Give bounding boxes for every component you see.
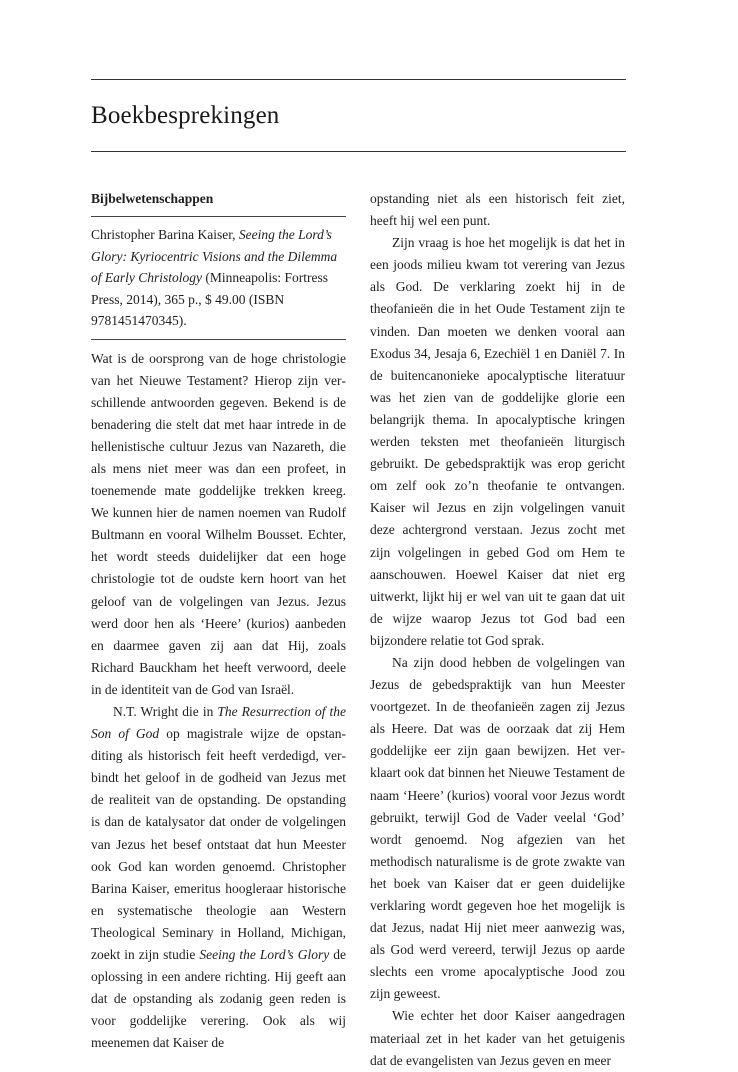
citation-bottom-rule: [91, 339, 346, 340]
right-paragraph-1: opstanding niet als een historisch feit ziet, heeft hij wel een punt.: [370, 191, 625, 229]
citation-book-title: Seeing the Lord’s Glory: Kyriocentric Visions and the Dilemma of Early Christology: [91, 227, 338, 285]
left-column: [91, 188, 346, 1055]
right-paragraph-2: Zijn vraag is hoe het mogelijk is dat het in een joods milieu kwam tot verering van Jezus als God. De verklaring zoekt hij in de theofanieën die in het Oude Testament zijn te vinden. Dan moeten we denken vooral aan Exodus 34, Jesaja 6, Ezechiël 1 en Daniël 7. In de buitencanonieke apocalyptische literatuur was het zien van de goddelijke glorie een belangrijk thema. In apocalyptische kringen werden teksten met theofanieën liturgisch gebruikt. De gebedspraktijk was erop gericht om zelf ook zo’n theofanie te ontvangen. Kaiser wil Jezus en zijn volgelingen vanuit deze achtergrond verstaan. Jezus zocht met zijn volgelingen in gebed God om Hem te aanschouwen. Hoewel Kaiser dat niet erg uitwerkt, lijkt hij er wel van uit te gaan dat uit de wijze waarop Jezus tot God bad een bijzondere relatie tot God sprak.: [370, 235, 625, 648]
left-paragraph-2-part-b: op magistrale wijze de opstanditing als historisch feit heeft verdedigd, verbindt het geloof in de godheid van Jezus met de realiteit van de opstanding. De opstanding is dan de katalysator dat onder de volgelingen van Jezus het besef ontstaat dat hun Meester ook God kan worden genoemd. Christopher Barina Kaiser, emeritus hoogleraar historische en systematische theologie aan Western Theological Seminary in Holland, Michigan, zoekt in zijn studie: [91, 726, 346, 963]
right-paragraph-3: Na zijn dood hebben de volgelingen van Jezus de gebedspraktijk van hun Meester voortgezet. In de theofanieën zagen zij Jezus als Heere. Dat was de oorzaak dat zij Hem goddelijke eer zijn gaan bewijzen. Het verklaart ook dat binnen het Nieuwe Testament de naam ‘Heere’ (kurios) vooral voor Jezus wordt gebruikt, terwijl God de Vader veelal ‘God’ wordt genoemd. Nog afgezien van het methodisch naturalisme is de grote zwakte van het boek van Kaiser dat er geen duidelijke verklaring wordt gegeven hoe het mogelijk is dat Jezus, nadat Hij niet meer aanwezig was, als God werd vereerd, terwijl Jezus op aarde slechts een vrome apocalyptische Jood zou zijn geweest.: [370, 654, 625, 1002]
right-column: [370, 188, 625, 1072]
right-paragraph-4: Wie echter het door Kaiser aangedragen materiaal zet in het kader van het getuigenis dat de evangelisten van Jezus geven en meer: [370, 1008, 625, 1068]
wright-book-title: The Resurrection of the Son of God: [91, 704, 346, 742]
header-bottom-rule: [91, 151, 626, 152]
left-paragraph-2-part-c: de oplossing in een andere richting. Hij geeft aan dat de opstanding als zodanig geen reden is voor goddelijke verering. Ook als wij meenemen dat Kaiser de: [91, 947, 347, 1051]
left-paragraph-2-part-a: N.T. Wright die in: [113, 704, 214, 719]
citation-author: Christopher Barina Kaiser,: [91, 227, 236, 242]
left-paragraph-1: Wat is de oorsprong van de hoge christologie van het Nieuwe Testament? Hierop zijn verschillende antwoorden gegeven. Bekend is de benadering die stelt dat met haar intrede in de hellenistische cultuur Jezus van Nazareth, die als mens niet meer was dan een profeet, in toenemende mate goddelijke trekken kreeg. We kunnen hier de namen noemen van Rudolf Bultmann en vooral Wilhelm Bousset. Echter, het wordt steeds duidelijker dat een hoge christologie tot de oudste kern hoort van het geloof van de volgelingen van Jezus. Jezus werd door hen als ‘Heere’ (kurios) aanbeden en daarmee gaven zij aan dat Hij, zoals Richard Bauckham het heeft verwoord, deele in de identiteit van de God van Israël.: [91, 350, 346, 697]
citation-top-rule: [91, 216, 346, 217]
page-title: Boekbesprekingen: [91, 102, 280, 129]
kaiser-book-title: Seeing the Lord’s Glory: [199, 947, 330, 963]
book-citation: [91, 224, 346, 332]
citation-publication: (Minneapolis: Fortress Press, 2014), 365 p., $ 49.00 (ISBN 9781451470345).: [91, 270, 328, 328]
left-paragraph-2: [91, 701, 346, 1055]
section-heading: Bijbelwetenschappen: [91, 191, 214, 206]
header-top-rule: [91, 79, 626, 80]
